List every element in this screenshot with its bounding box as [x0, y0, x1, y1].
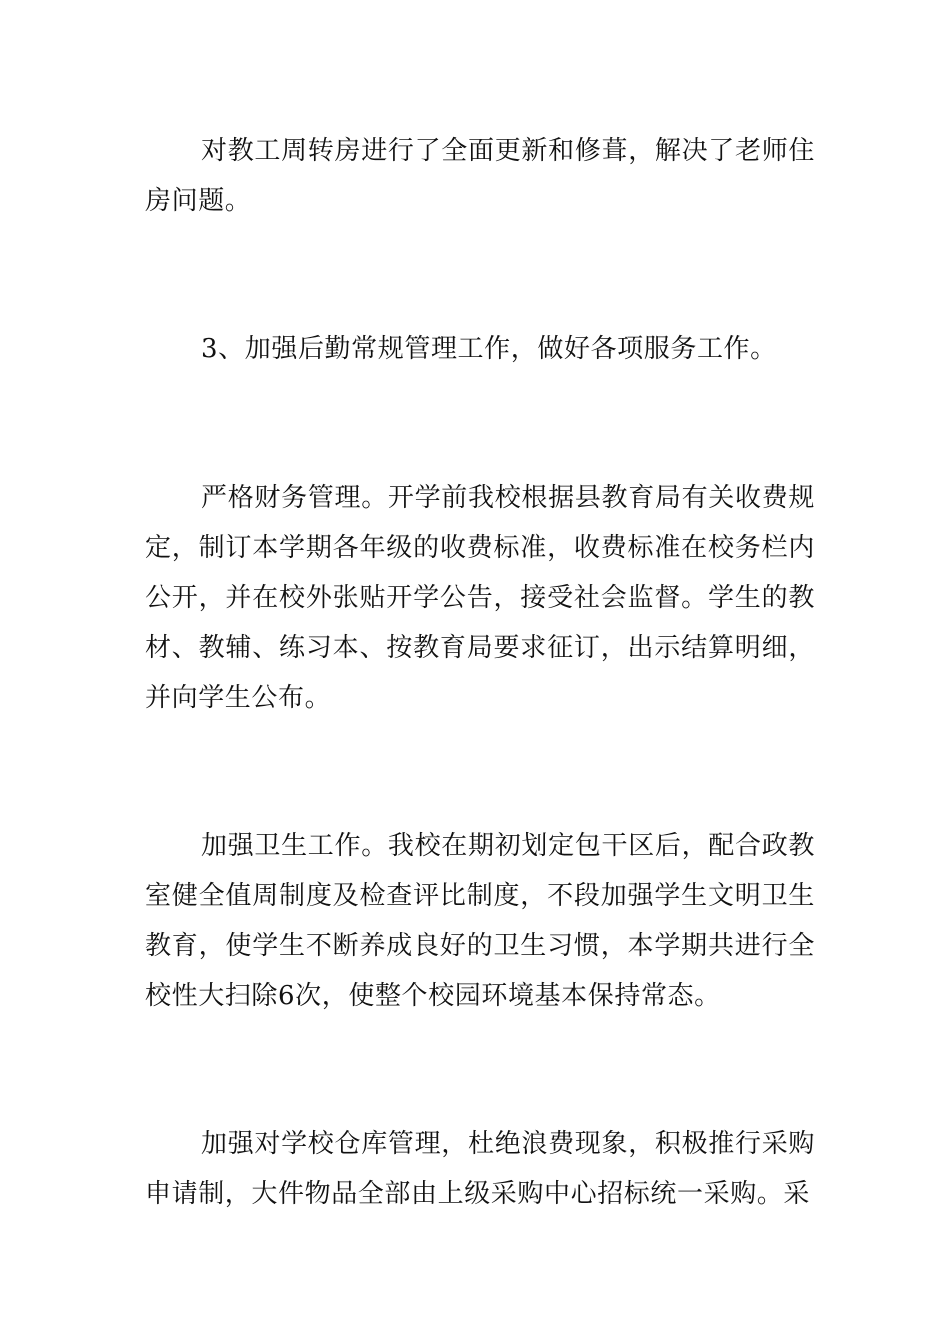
section-heading-logistics: 3、加强后勤常规管理工作，做好各项服务工作。: [201, 334, 777, 364]
paragraph-hygiene-work: 加强卫生工作。我校在期初划定包干区后，配合政教室健全值周制度及检查评比制度，不段加强学生文明卫生教育，使学生不断养成良好的卫生习惯，本学期共进行全校性大扫除6次，使整个校园环境基本保持常态。: [145, 831, 815, 1011]
paragraph-staff-housing: 对教工周转房进行了全面更新和修葺，解决了老师住房问题。: [145, 136, 815, 216]
paragraph-financial-management: 严格财务管理。开学前我校根据县教育局有关收费规定，制订本学期各年级的收费标准，收费标准在校务栏内公开，并在校外张贴开学公告，接受社会监督。学生的教材、教辅、练习本、按教育局要求征订，出示结算明细，并向学生公布。: [145, 483, 815, 713]
paragraph-warehouse-management: 加强对学校仓库管理，杜绝浪费现象，积极推行采购申请制，大件物品全部由上级采购中心招标统一采购。采: [145, 1129, 815, 1209]
